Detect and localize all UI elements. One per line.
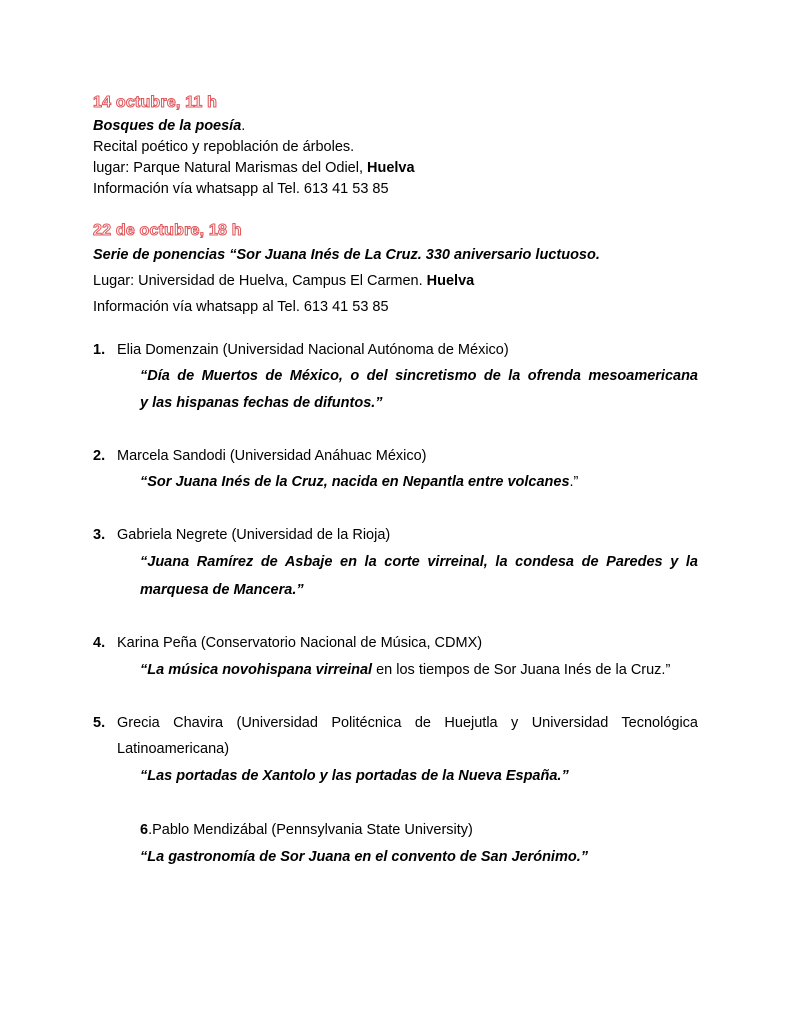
talk-title-cont: y las hispanas fechas de difuntos.” — [140, 395, 383, 411]
talk-title: “La gastronomía de Sor Juana en el convento de San Jerónimo.” — [140, 849, 588, 865]
talk-speaker: Marcela Sandodi (Universidad Anáhuac México) — [117, 448, 427, 464]
talk-speaker: Elia Domenzain (Universidad Nacional Autónoma de México) — [117, 342, 509, 358]
talk-title — [140, 474, 578, 490]
talk-number: 6 — [140, 822, 149, 838]
talk-title-rest: en los tiempos de Sor Juana Inés de la Cruz.” — [372, 662, 671, 678]
talk-title: “Día de Muertos de México, o del sincretismo de la ofrenda mesoamericana — [140, 368, 698, 384]
talk-number: 4. — [93, 635, 106, 651]
talk-number: 5. — [93, 715, 106, 731]
event2-info: Información vía whatsapp al Tel. 613 41 53 85 — [93, 299, 389, 315]
talk-6-speaker-line — [140, 822, 473, 838]
talk-title-cont: marquesa de Mancera.” — [140, 582, 304, 598]
talk-speaker-cont: Latinoamericana) — [117, 741, 230, 757]
event1-title: Bosques de la poesía — [93, 118, 242, 134]
talk-speaker: Gabriela Negrete (Universidad de la Rioja) — [117, 527, 391, 543]
talk-title-rest: .” — [569, 474, 579, 490]
event1-place-prefix: lugar: Parque Natural Marismas del Odiel, — [93, 160, 368, 176]
event1-place-city: Huelva — [367, 160, 415, 176]
talk-title-bold: “La música novohispana virreinal — [140, 662, 373, 678]
talk-title-bold: “Sor Juana Inés de la Cruz, nacida en Nepantla entre volcanes — [140, 474, 570, 490]
talk-speaker: Grecia Chavira (Universidad Politécnica de Huejutla y Universidad Tecnológica — [117, 715, 698, 731]
talk-title: “Las portadas de Xantolo y las portadas de la Nueva España.” — [140, 768, 569, 784]
talk-speaker: Karina Peña (Conservatorio Nacional de Música, CDMX) — [117, 635, 483, 651]
event1-heading: 14 octubre, 11 h — [93, 94, 218, 111]
event1-place — [93, 160, 415, 176]
talk-title: “Juana Ramírez de Asbaje en la corte virreinal, la condesa de Paredes y la — [140, 554, 698, 570]
talk-number: 2. — [93, 448, 106, 464]
event1-title-line — [93, 118, 245, 134]
talk-number: 3. — [93, 527, 106, 543]
event2-place-prefix: Lugar: Universidad de Huelva, Campus El Carmen. — [93, 273, 427, 289]
event2-place-city: Huelva — [426, 273, 475, 289]
event1-title-suffix: . — [241, 118, 246, 134]
event2-series: Serie de ponencias “Sor Juana Inés de La Cruz. 330 aniversario luctuoso. — [93, 247, 600, 263]
event1-description: Recital poético y repoblación de árboles. — [93, 139, 355, 155]
talk-number: 1. — [93, 342, 106, 358]
event2-heading: 22 de octubre, 18 h — [93, 222, 242, 239]
talk-title — [140, 662, 670, 678]
event2-place — [93, 273, 474, 289]
event1-info: Información vía whatsapp al Tel. 613 41 53 85 — [93, 181, 389, 197]
talk-speaker: .Pablo Mendizábal (Pennsylvania State University) — [148, 822, 473, 838]
